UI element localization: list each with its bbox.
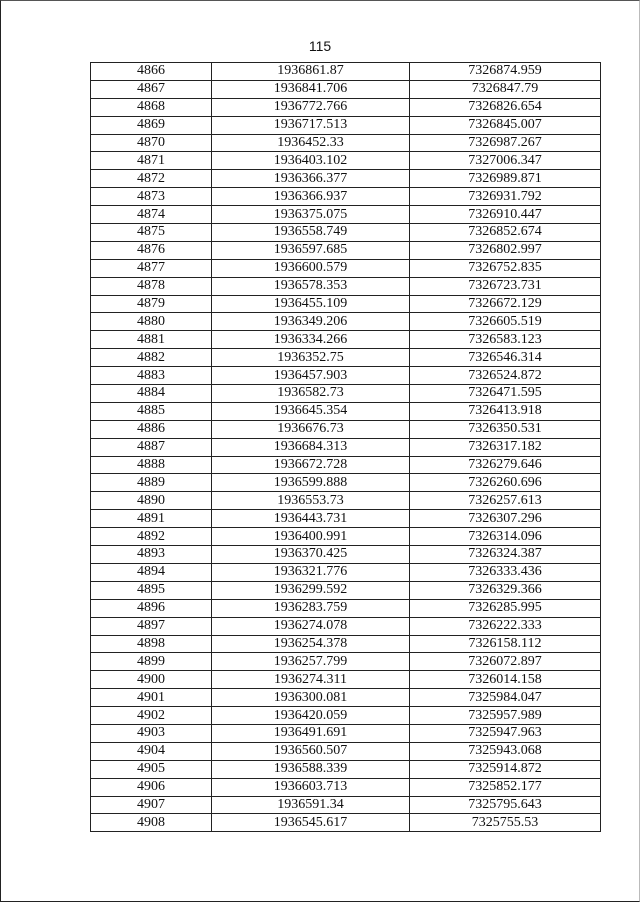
y-coordinate-cell: 7326158.112 [410, 635, 601, 653]
y-coordinate-cell: 7326317.182 [410, 438, 601, 456]
x-coordinate-cell: 1936597.685 [212, 241, 410, 259]
point-number-cell: 4889 [91, 474, 212, 492]
y-coordinate-cell: 7326350.531 [410, 420, 601, 438]
point-number-cell: 4906 [91, 778, 212, 796]
table-row [91, 796, 601, 814]
point-number-cell: 4880 [91, 313, 212, 331]
x-coordinate-cell: 1936274.311 [212, 671, 410, 689]
y-coordinate-cell: 7326931.792 [410, 188, 601, 206]
table-row [91, 313, 601, 331]
y-coordinate-cell: 7326546.314 [410, 349, 601, 367]
x-coordinate-cell: 1936299.592 [212, 581, 410, 599]
point-number-cell: 4893 [91, 546, 212, 564]
x-coordinate-cell: 1936370.425 [212, 546, 410, 564]
table-row [91, 367, 601, 385]
table-row [91, 438, 601, 456]
y-coordinate-cell: 7326802.997 [410, 241, 601, 259]
x-coordinate-cell: 1936676.73 [212, 420, 410, 438]
point-number-cell: 4898 [91, 635, 212, 653]
y-coordinate-cell: 7326847.79 [410, 80, 601, 98]
point-number-cell: 4882 [91, 349, 212, 367]
table-row [91, 635, 601, 653]
point-number-cell: 4867 [91, 80, 212, 98]
point-number-cell: 4866 [91, 63, 212, 81]
point-number-cell: 4885 [91, 402, 212, 420]
y-coordinate-cell: 7326222.333 [410, 617, 601, 635]
table-row [91, 689, 601, 707]
x-coordinate-cell: 1936283.759 [212, 599, 410, 617]
x-coordinate-cell: 1936588.339 [212, 760, 410, 778]
table-row [91, 814, 601, 832]
table-row [91, 599, 601, 617]
x-coordinate-cell: 1936366.377 [212, 170, 410, 188]
y-coordinate-cell: 7326279.646 [410, 456, 601, 474]
point-number-cell: 4899 [91, 653, 212, 671]
y-coordinate-cell: 7326014.158 [410, 671, 601, 689]
point-number-cell: 4875 [91, 224, 212, 242]
table-row [91, 349, 601, 367]
x-coordinate-cell: 1936600.579 [212, 259, 410, 277]
point-number-cell: 4908 [91, 814, 212, 832]
x-coordinate-cell: 1936452.33 [212, 134, 410, 152]
table-row [91, 277, 601, 295]
x-coordinate-cell: 1936841.706 [212, 80, 410, 98]
x-coordinate-cell: 1936443.731 [212, 510, 410, 528]
table-row [91, 474, 601, 492]
table-row [91, 241, 601, 259]
y-coordinate-cell: 7326845.007 [410, 116, 601, 134]
table-row [91, 152, 601, 170]
page-number: 115 [308, 38, 332, 54]
point-number-cell: 4888 [91, 456, 212, 474]
x-coordinate-cell: 1936455.109 [212, 295, 410, 313]
table-row [91, 724, 601, 742]
point-number-cell: 4887 [91, 438, 212, 456]
point-number-cell: 4868 [91, 98, 212, 116]
point-number-cell: 4881 [91, 331, 212, 349]
x-coordinate-cell: 1936861.87 [212, 63, 410, 81]
point-number-cell: 4874 [91, 206, 212, 224]
y-coordinate-cell: 7326672.129 [410, 295, 601, 313]
point-number-cell: 4890 [91, 492, 212, 510]
y-coordinate-cell: 7326605.519 [410, 313, 601, 331]
point-number-cell: 4870 [91, 134, 212, 152]
y-coordinate-cell: 7326989.871 [410, 170, 601, 188]
table-row [91, 402, 601, 420]
table-row [91, 760, 601, 778]
y-coordinate-cell: 7326324.387 [410, 546, 601, 564]
y-coordinate-cell: 7326413.918 [410, 402, 601, 420]
x-coordinate-cell: 1936645.354 [212, 402, 410, 420]
point-number-cell: 4886 [91, 420, 212, 438]
table-row [91, 653, 601, 671]
x-coordinate-cell: 1936420.059 [212, 707, 410, 725]
x-coordinate-cell: 1936375.075 [212, 206, 410, 224]
point-number-cell: 4904 [91, 742, 212, 760]
point-number-cell: 4884 [91, 385, 212, 403]
x-coordinate-cell: 1936553.73 [212, 492, 410, 510]
y-coordinate-cell: 7325755.53 [410, 814, 601, 832]
point-number-cell: 4907 [91, 796, 212, 814]
y-coordinate-cell: 7325957.989 [410, 707, 601, 725]
point-number-cell: 4894 [91, 563, 212, 581]
y-coordinate-cell: 7326723.731 [410, 277, 601, 295]
table-row [91, 385, 601, 403]
y-coordinate-cell: 7326329.366 [410, 581, 601, 599]
y-coordinate-cell: 7326852.674 [410, 224, 601, 242]
table-row [91, 188, 601, 206]
table-row [91, 671, 601, 689]
x-coordinate-cell: 1936491.691 [212, 724, 410, 742]
x-coordinate-cell: 1936321.776 [212, 563, 410, 581]
point-number-cell: 4896 [91, 599, 212, 617]
table-row [91, 80, 601, 98]
coordinate-table [90, 62, 601, 832]
y-coordinate-cell: 7326524.872 [410, 367, 601, 385]
x-coordinate-cell: 1936772.766 [212, 98, 410, 116]
x-coordinate-cell: 1936366.937 [212, 188, 410, 206]
y-coordinate-cell: 7327006.347 [410, 152, 601, 170]
y-coordinate-cell: 7326874.959 [410, 63, 601, 81]
point-number-cell: 4900 [91, 671, 212, 689]
x-coordinate-cell: 1936403.102 [212, 152, 410, 170]
point-number-cell: 4872 [91, 170, 212, 188]
x-coordinate-cell: 1936457.903 [212, 367, 410, 385]
x-coordinate-cell: 1936591.34 [212, 796, 410, 814]
point-number-cell: 4892 [91, 528, 212, 546]
table-row [91, 170, 601, 188]
point-number-cell: 4902 [91, 707, 212, 725]
y-coordinate-cell: 7326826.654 [410, 98, 601, 116]
y-coordinate-cell: 7326260.696 [410, 474, 601, 492]
coordinate-table-body [91, 63, 601, 832]
table-row [91, 617, 601, 635]
y-coordinate-cell: 7325943.068 [410, 742, 601, 760]
table-row [91, 563, 601, 581]
x-coordinate-cell: 1936672.728 [212, 456, 410, 474]
table-row [91, 492, 601, 510]
table-row [91, 420, 601, 438]
point-number-cell: 4901 [91, 689, 212, 707]
table-row [91, 707, 601, 725]
x-coordinate-cell: 1936334.266 [212, 331, 410, 349]
x-coordinate-cell: 1936603.713 [212, 778, 410, 796]
y-coordinate-cell: 7326307.296 [410, 510, 601, 528]
point-number-cell: 4891 [91, 510, 212, 528]
point-number-cell: 4879 [91, 295, 212, 313]
y-coordinate-cell: 7325914.872 [410, 760, 601, 778]
point-number-cell: 4877 [91, 259, 212, 277]
x-coordinate-cell: 1936545.617 [212, 814, 410, 832]
table-row [91, 742, 601, 760]
y-coordinate-cell: 7326910.447 [410, 206, 601, 224]
x-coordinate-cell: 1936582.73 [212, 385, 410, 403]
point-number-cell: 4871 [91, 152, 212, 170]
x-coordinate-cell: 1936599.888 [212, 474, 410, 492]
x-coordinate-cell: 1936254.378 [212, 635, 410, 653]
x-coordinate-cell: 1936684.313 [212, 438, 410, 456]
table-row [91, 206, 601, 224]
y-coordinate-cell: 7325984.047 [410, 689, 601, 707]
point-number-cell: 4895 [91, 581, 212, 599]
point-number-cell: 4903 [91, 724, 212, 742]
x-coordinate-cell: 1936257.799 [212, 653, 410, 671]
y-coordinate-cell: 7326285.995 [410, 599, 601, 617]
x-coordinate-cell: 1936717.513 [212, 116, 410, 134]
y-coordinate-cell: 7326752.835 [410, 259, 601, 277]
table-row [91, 546, 601, 564]
table-row [91, 510, 601, 528]
table-row [91, 116, 601, 134]
table-row [91, 224, 601, 242]
table-row [91, 259, 601, 277]
point-number-cell: 4905 [91, 760, 212, 778]
y-coordinate-cell: 7326257.613 [410, 492, 601, 510]
point-number-cell: 4878 [91, 277, 212, 295]
point-number-cell: 4876 [91, 241, 212, 259]
y-coordinate-cell: 7325947.963 [410, 724, 601, 742]
y-coordinate-cell: 7325795.643 [410, 796, 601, 814]
x-coordinate-cell: 1936560.507 [212, 742, 410, 760]
y-coordinate-cell: 7325852.177 [410, 778, 601, 796]
table-row [91, 456, 601, 474]
x-coordinate-cell: 1936558.749 [212, 224, 410, 242]
table-row [91, 778, 601, 796]
x-coordinate-cell: 1936578.353 [212, 277, 410, 295]
y-coordinate-cell: 7326333.436 [410, 563, 601, 581]
table-row [91, 528, 601, 546]
y-coordinate-cell: 7326471.595 [410, 385, 601, 403]
point-number-cell: 4869 [91, 116, 212, 134]
point-number-cell: 4897 [91, 617, 212, 635]
point-number-cell: 4873 [91, 188, 212, 206]
table-row [91, 63, 601, 81]
x-coordinate-cell: 1936300.081 [212, 689, 410, 707]
x-coordinate-cell: 1936400.991 [212, 528, 410, 546]
point-number-cell: 4883 [91, 367, 212, 385]
x-coordinate-cell: 1936349.206 [212, 313, 410, 331]
table-row [91, 295, 601, 313]
y-coordinate-cell: 7326314.096 [410, 528, 601, 546]
table-row [91, 331, 601, 349]
y-coordinate-cell: 7326987.267 [410, 134, 601, 152]
table-row [91, 581, 601, 599]
x-coordinate-cell: 1936352.75 [212, 349, 410, 367]
table-row [91, 98, 601, 116]
table-row [91, 134, 601, 152]
x-coordinate-cell: 1936274.078 [212, 617, 410, 635]
y-coordinate-cell: 7326583.123 [410, 331, 601, 349]
y-coordinate-cell: 7326072.897 [410, 653, 601, 671]
